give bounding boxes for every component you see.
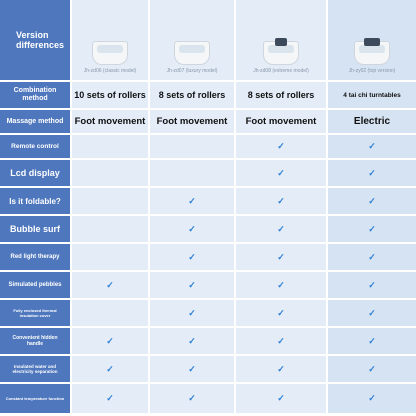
check-icon: ✓ (277, 393, 285, 403)
row-label: Fully enclosed thermal insulation cover (0, 300, 70, 326)
check-icon: ✓ (188, 335, 196, 346)
table-cell (150, 160, 234, 186)
table-cell (236, 82, 326, 108)
check-icon: ✓ (277, 363, 285, 374)
cell-value: 4 tai chi turntables (343, 91, 401, 99)
table-cell (236, 356, 326, 382)
check-icon: ✓ (368, 167, 376, 178)
table-cell (328, 135, 416, 158)
row-label: Simulated pebbles (0, 272, 70, 298)
table-cell (72, 244, 148, 270)
row-label: Convenient hidden handle (0, 328, 70, 354)
table-cell (150, 216, 234, 242)
check-icon: ✓ (368, 335, 376, 346)
row-label: Is it foldable? (0, 188, 70, 214)
check-icon: ✓ (277, 167, 285, 178)
check-icon: ✓ (277, 223, 285, 234)
table-cell (72, 110, 148, 133)
product-header-zd08 (236, 0, 326, 80)
table-cell (150, 356, 234, 382)
table-cell (150, 328, 234, 354)
check-icon: ✓ (277, 195, 285, 206)
table-cell (150, 300, 234, 326)
table-cell (72, 328, 148, 354)
table-cell (328, 82, 416, 108)
table-cell (328, 328, 416, 354)
row-label: Insulated water and electricity separation (0, 356, 70, 382)
table-cell (236, 384, 326, 413)
table-cell (328, 384, 416, 413)
table-cell (72, 384, 148, 413)
row-label: Red light therapy (0, 244, 70, 270)
cell-value: 10 sets of rollers (74, 90, 146, 100)
header-title: Version differences (16, 30, 65, 50)
foot-bath-luxury-icon (174, 41, 210, 65)
check-icon: ✓ (368, 363, 376, 374)
check-icon: ✓ (106, 393, 114, 403)
row-label: Constant temperature function (0, 384, 70, 413)
table-cell (236, 300, 326, 326)
product-header-zd07 (150, 0, 234, 80)
check-icon: ✓ (106, 363, 114, 374)
product-name: Jh-zd06 (classic model) (83, 68, 137, 74)
table-cell (328, 272, 416, 298)
check-icon: ✓ (277, 307, 285, 318)
product-name: Jh-zy02 (top version) (348, 68, 396, 74)
row-label: Lcd display (0, 160, 70, 186)
check-icon: ✓ (368, 141, 376, 151)
cell-value: Foot movement (245, 116, 317, 127)
row-label: Remote control (0, 135, 70, 158)
table-cell (150, 384, 234, 413)
product-name: Jh-zd07 (luxury model) (166, 68, 218, 74)
table-cell (72, 356, 148, 382)
table-cell (236, 110, 326, 133)
table-cell (72, 188, 148, 214)
table-cell (150, 110, 234, 133)
table-cell (72, 82, 148, 108)
cell-value: Foot movement (156, 116, 228, 127)
table-cell (72, 300, 148, 326)
table-cell (150, 82, 234, 108)
check-icon: ✓ (106, 335, 114, 346)
table-cell (150, 135, 234, 158)
check-icon: ✓ (368, 279, 376, 290)
product-name: Jh-zd08 (extreme model) (253, 68, 309, 74)
cell-value: Foot movement (74, 116, 146, 127)
check-icon: ✓ (188, 251, 196, 262)
cell-value: 8 sets of rollers (158, 90, 226, 100)
product-header-zy02 (328, 0, 416, 80)
table-cell (236, 244, 326, 270)
version-differences-header (0, 0, 70, 80)
table-cell (150, 272, 234, 298)
check-icon: ✓ (188, 393, 196, 403)
check-icon: ✓ (368, 251, 376, 262)
table-cell (236, 135, 326, 158)
table-cell (236, 328, 326, 354)
table-cell (236, 160, 326, 186)
table-cell (72, 272, 148, 298)
check-icon: ✓ (277, 279, 285, 290)
table-cell (72, 216, 148, 242)
row-label: Massage method (0, 110, 70, 133)
check-icon: ✓ (277, 251, 285, 262)
table-cell (72, 135, 148, 158)
table-cell (328, 300, 416, 326)
check-icon: ✓ (188, 307, 196, 318)
table-cell (150, 188, 234, 214)
check-icon: ✓ (368, 393, 376, 403)
table-cell (328, 216, 416, 242)
check-icon: ✓ (368, 307, 376, 318)
check-icon: ✓ (188, 195, 196, 206)
table-cell (328, 244, 416, 270)
check-icon: ✓ (368, 223, 376, 234)
check-icon: ✓ (277, 141, 285, 151)
table-cell (150, 244, 234, 270)
row-label: Combination method (0, 82, 70, 108)
check-icon: ✓ (188, 279, 196, 290)
check-icon: ✓ (188, 223, 196, 234)
foot-bath-classic-icon (92, 41, 128, 65)
cell-value: Electric (353, 116, 391, 127)
table-cell (72, 160, 148, 186)
table-cell (236, 272, 326, 298)
table-cell (236, 216, 326, 242)
row-label: Bubble surf (0, 216, 70, 242)
check-icon: ✓ (277, 335, 285, 346)
table-cell (328, 188, 416, 214)
foot-bath-top-icon (354, 41, 390, 65)
table-cell (328, 160, 416, 186)
table-cell (328, 356, 416, 382)
table-cell (236, 188, 326, 214)
check-icon: ✓ (106, 279, 114, 290)
check-icon: ✓ (188, 363, 196, 374)
cell-value: 8 sets of rollers (247, 90, 315, 100)
product-header-zd06 (72, 0, 148, 80)
table-cell (328, 110, 416, 133)
foot-bath-extreme-icon (263, 41, 299, 65)
check-icon: ✓ (368, 195, 376, 206)
